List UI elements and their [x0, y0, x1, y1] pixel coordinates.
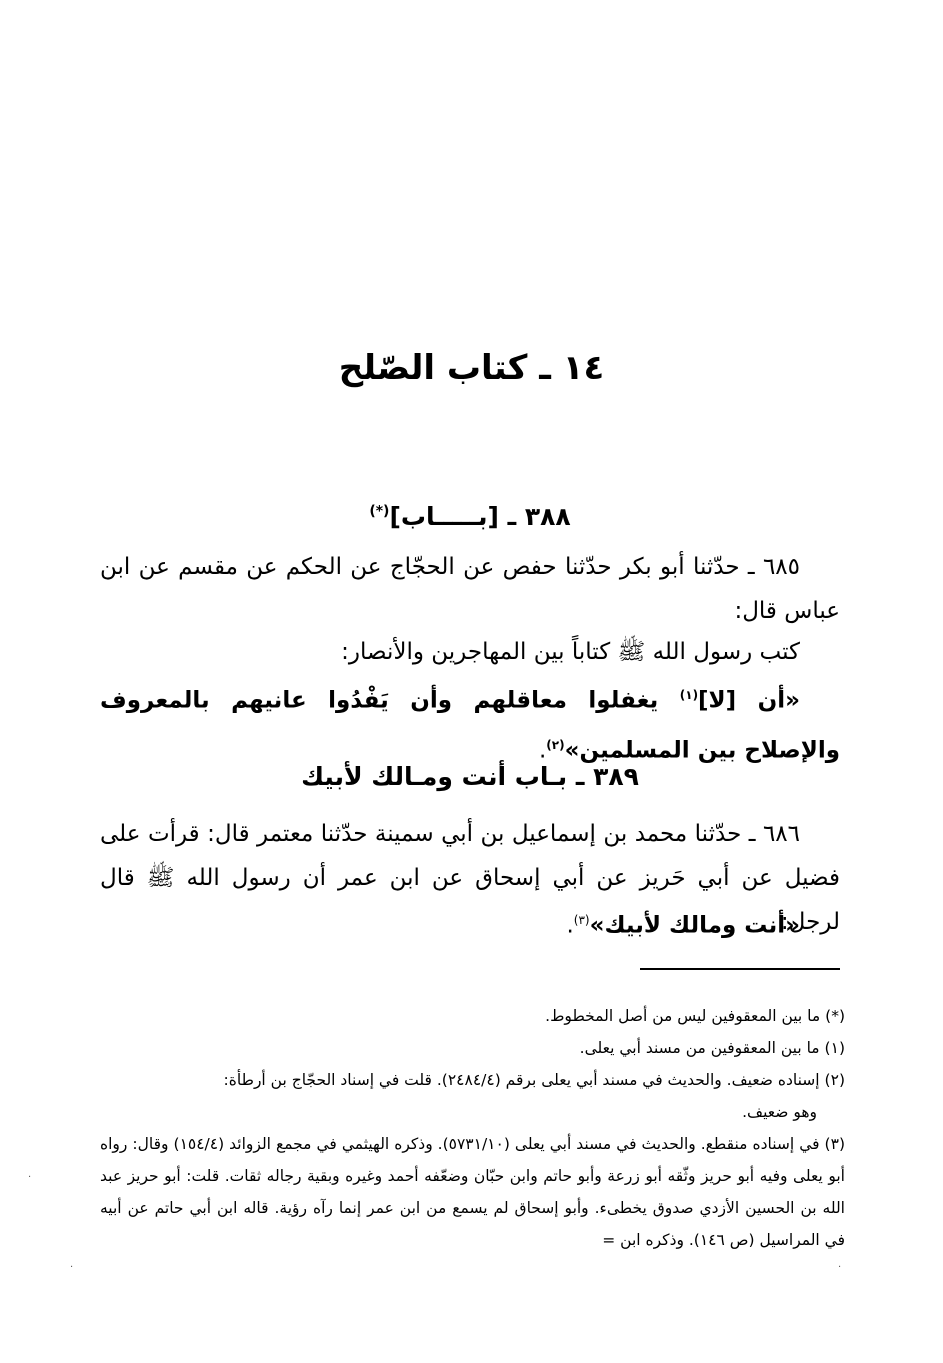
- chapter-heading-389: [100, 762, 840, 791]
- hadith-685-number: ٦٨٥: [762, 554, 801, 580]
- hadith-685-intro-text: كتب رسول الله ﷺ كتاباً بين المهاجرين والأنصار:: [341, 639, 800, 665]
- scan-speck: ·: [838, 1262, 842, 1273]
- hadith-685-isnad: [100, 545, 840, 633]
- footnote-1-text: ما بين المعقوفين من مسند أبي يعلى.: [579, 1039, 820, 1057]
- hadith-685-text-part2: يغفلوا معاقلهم وأن يَفْدُوا عانيهم بالمعروف والإصلاح بين المسلمين»: [100, 687, 840, 764]
- footnote-2-marker: (٢): [824, 1071, 845, 1089]
- footnote-star-marker: (*): [825, 1007, 845, 1025]
- hadith-685-ref1: (١): [679, 688, 699, 702]
- footnote-divider: [640, 968, 840, 970]
- footnote-star: [100, 1000, 845, 1032]
- chapter-heading-388: [100, 502, 840, 531]
- hadith-685-end: .: [538, 737, 547, 764]
- scan-speck: ·: [70, 1262, 74, 1273]
- chapter-389-title: ٣٨٩ ـ بـاب أنت ومـالك لأبيك: [301, 762, 639, 791]
- footnote-2-text: إسناده ضعيف. والحديث في مسند أبي يعلى برقم (٢٤٨٤/٤). قلت في إسناد الحجّاج بن أرطأة:: [223, 1071, 820, 1089]
- footnote-1: [100, 1032, 845, 1064]
- footnote-star-text: ما بين المعقوفين ليس من أصل المخطوط.: [545, 1007, 821, 1025]
- footnotes: [100, 1000, 845, 1256]
- footnote-3-text: في إسناده منقطع. والحديث في مسند أبي يعلى (٥٧٣١/١٠). وذكره الهيثمي في مجمع الزوائد (١٥٤/٤) وقال: رواه أبو يعلى وفيه أبو حريز وثّقه أبو زرعة وأبو حاتم وابن حبّان وضعّفه أحمد وغيره وبقية رجاله ثقات. قلت: أبو حريز عبد الله بن الحسين الأزدي صدوق يخطىء. وأبو إسحاق لم يسمع من ابن عمر إنما رآه رؤية. قاله ابن أبي حاتم عن أبيه في المراسيل (ص ١٤٦). وذكره ابن =: [100, 1135, 845, 1249]
- hadith-685-text-part1: «أن [لا]: [698, 687, 801, 714]
- footnote-2-continuation: وهو ضعيف.: [742, 1103, 817, 1121]
- footnote-3-marker: (٣): [824, 1135, 845, 1153]
- hadith-685-isnad-text: ـ حدّثنا أبو بكر حدّثنا حفص عن الحجّاج عن الحكم عن مقسم عن ابن عباس قال:: [100, 554, 840, 624]
- chapter-388-title: ٣٨٨ ـ [بـــــاب]: [389, 502, 571, 531]
- hadith-686-isnad-text: ـ حدّثنا محمد بن إسماعيل بن أبي سمينة حدّثنا معتمر قال: قرأت على فضيل عن أبي حَريز عن أبي إسحاق عن ابن عمر أن رسول الله ﷺ قال لرجل:: [100, 821, 840, 935]
- hadith-686-ref3: (٣): [573, 913, 590, 927]
- footnote-2: [100, 1064, 845, 1128]
- hadith-686-number: ٦٨٦: [762, 821, 800, 847]
- hadith-685-text: [100, 673, 840, 772]
- hadith-685-intro: [100, 630, 840, 674]
- footnote-3: [100, 1128, 845, 1256]
- hadith-686-text-body: «أنت ومالك لأبيك»: [589, 912, 800, 939]
- footnote-1-marker: (١): [824, 1039, 845, 1057]
- hadith-686-text: [100, 898, 840, 948]
- hadith-685-ref2: (٢): [546, 737, 565, 752]
- book-title: ١٤ ـ كتاب الصّلح: [338, 348, 605, 388]
- hadith-686-end: .: [566, 912, 574, 939]
- chapter-388-note-ref: (*): [369, 503, 390, 520]
- scan-speck: ·: [28, 1172, 32, 1183]
